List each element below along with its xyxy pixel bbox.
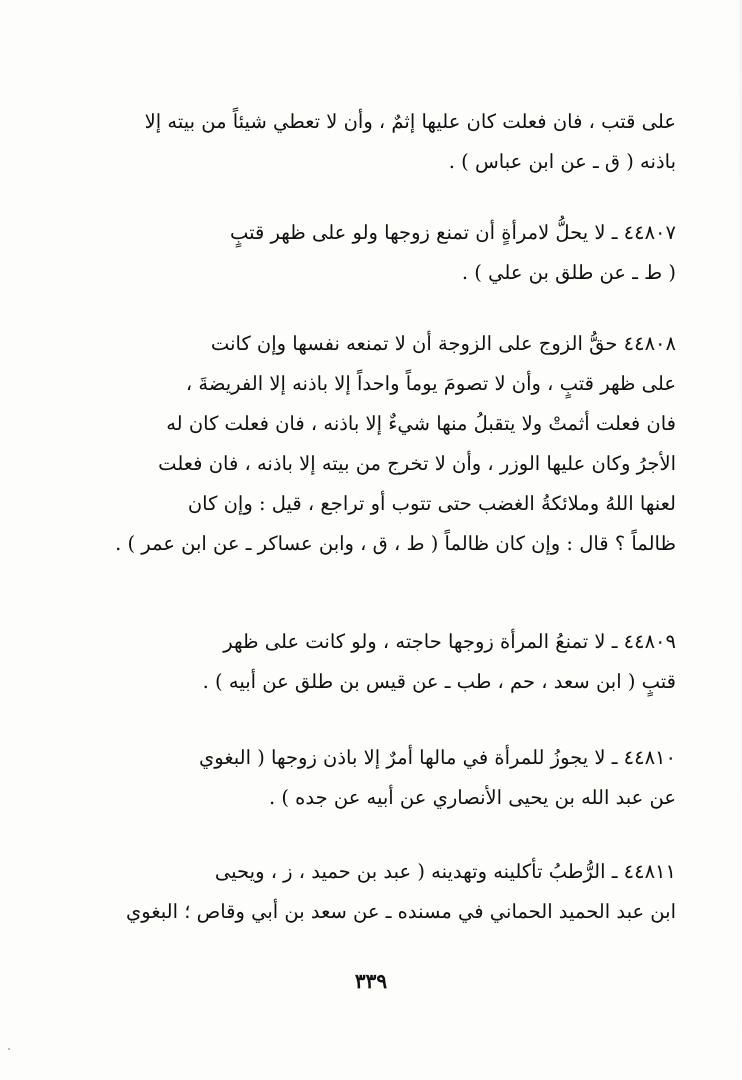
text-line: لعنها اللهُ وملائكةُ الغضب حتى تتوب أو تراجع ، قيل : وإن كان [187,492,676,515]
text-line: قتبٍ ( ابن سعد ، حم ، طب ـ عن قيس بن طلق عن أبيه ) . [202,670,676,693]
text-line: ٤٤٨١١ ـ الرُّطبُ تأكلينه وتهدينه ( عبد بن حميد ، ز ، ويحيى [214,860,676,883]
scan-speck [8,1048,10,1050]
text-line: الأجرُ وكان عليها الوزر ، وأن لا تخرج من بيته إلا باذنه ، فان فعلت [158,452,676,475]
hadith-paragraph [70,852,676,932]
text-line: على ظهر قتبٍ ، وأن لا تصومَ يوماً واحداً إلا باذنه إلا الفريضةَ ، [185,372,676,395]
text-line: ٤٤٨٠٧ ـ لا يحلُّ لامرأةٍ أن تمنع زوجها ولو على ظهر قتبٍ [229,221,676,244]
hadith-paragraph [70,102,676,182]
hadith-paragraph [70,324,676,564]
text-line: باذنه ( ق ـ عن ابن عباس ) . [448,150,676,173]
text-line: على قتب ، فان فعلت كان عليها إثمٌ ، وأن لا تعطي شيئاً من بيته إلا [144,110,676,133]
text-line: عن عبد الله بن يحيى الأنصاري عن أبيه عن جده ) . [268,786,676,809]
hadith-paragraph [70,622,676,702]
hadith-paragraph [70,738,676,818]
hadith-paragraph [70,213,676,293]
text-line: ٤٤٨١٠ ـ لا يجوزُ للمرأة في مالها أمرٌ إلا باذن زوجها ( البغوي [199,746,676,769]
text-line: فان فعلت أثمتْ ولا يتقبلُ منها شيءٌ إلا باذنه ، فان فعلت كان له [166,412,676,435]
page-number: ٣٣٩ [354,969,388,993]
text-line: ( ط ـ عن طلق بن علي ) . [461,261,676,284]
text-line: ٤٤٨٠٨ حقُّ الزوج على الزوجة أن لا تمنعه نفسها وإن كانت [210,332,676,355]
text-line: ٤٤٨٠٩ ـ لا تمنعُ المرأة زوجها حاجته ، ولو كانت على ظهر [223,630,676,653]
text-line: ظالماً ؟ قال : وإن كان ظالماً ( ط ، ق ، وابن عساكر ـ عن ابن عمر ) . [115,532,676,555]
text-line: ابن عبد الحميد الحماني في مسنده ـ عن سعد بن أبي وقاص ؛ البغوي [126,900,676,923]
